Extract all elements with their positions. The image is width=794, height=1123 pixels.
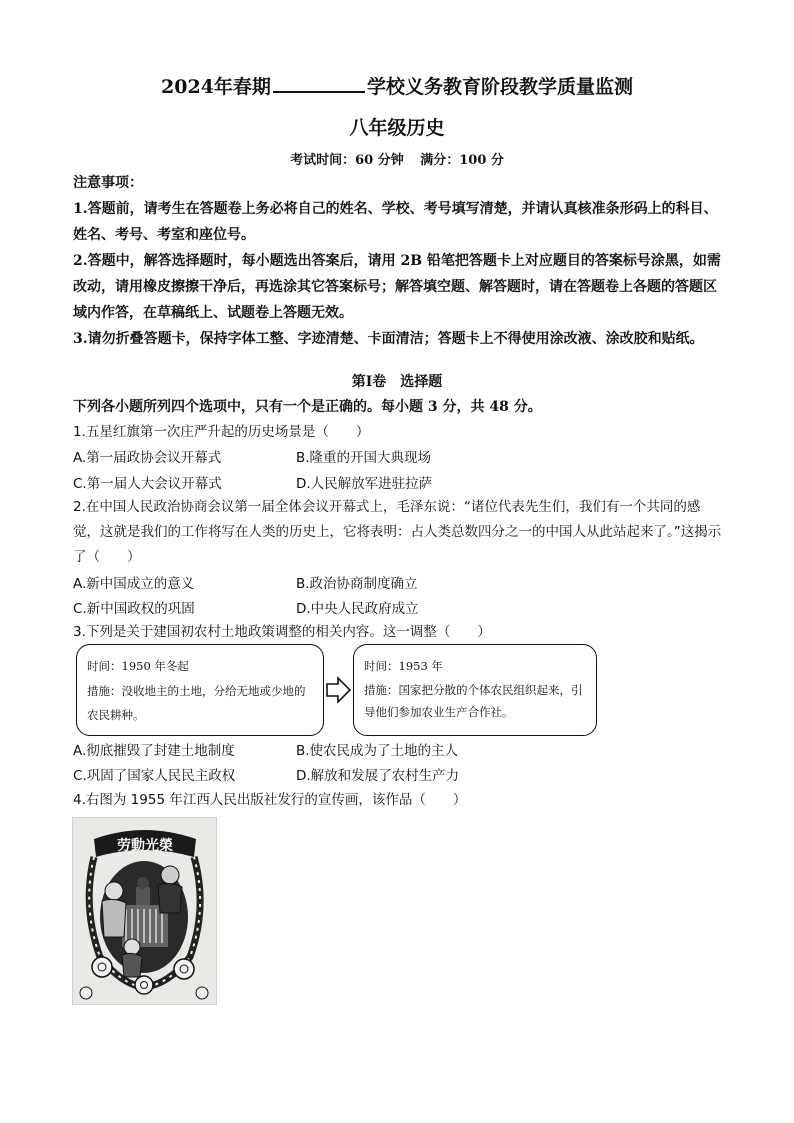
question-4-stem: 4.右图为 1955 年江西人民出版社发行的宣传画，该作品（ ）	[73, 792, 467, 808]
question-1-option-b: B.隆重的开国大典现场	[296, 450, 432, 466]
question-3-option-b: B.使农民成为了土地的主人	[296, 743, 459, 759]
question-3-option-c: C.巩固了国家人民民主政权	[73, 768, 236, 784]
question-2-option-b: B.政治协商制度确立	[296, 576, 418, 592]
exam-title	[0, 72, 794, 99]
question-1-option-a: A.第一届政协会议开幕式	[73, 450, 222, 466]
title-prefix: 2024年春期	[161, 76, 271, 98]
policy-1953-measure: 措施：国家把分散的个体农民组织起来，引导他们参加农业生产合作社。	[364, 683, 583, 719]
notice-item: 2.答题中，解答选择题时，每小题选出答案后，请用 2B 铅笔把答题卡上对应题目的答案标号涂黑，如需改动，请用橡皮擦擦干净后，再选涂其它答案标号；解答填空题、解答题时，请在答题卷上各题的答题区域内作答，在草稿纸上、试题卷上答题无效。	[73, 253, 721, 321]
question-2-option-c: C.新中国政权的巩固	[73, 601, 195, 617]
school-blank	[273, 75, 365, 93]
notice-item: 1.答题前，请考生在答题卷上务必将自己的姓名、学校、考号填写清楚，并请认真核准条形码上的科目、姓名、考号、考室和座位号。	[73, 201, 718, 243]
policy-box-1953	[353, 644, 597, 736]
right-arrow-icon	[326, 676, 352, 704]
question-1-stem: 1.五星红旗第一次庄严升起的历史场景是（ ）	[73, 424, 370, 440]
question-3-stem: 3.下列是关于建国初农村土地政策调整的相关内容。这一调整（ ）	[73, 624, 491, 640]
policy-box-1950	[76, 644, 324, 736]
poster-banner-text: 劳動光榮	[117, 838, 173, 854]
policy-1950-time: 时间：1950 年冬起	[87, 659, 189, 673]
section-title: 第Ⅰ卷 选择题	[351, 374, 443, 390]
title-suffix: 学校义务教育阶段教学质量监测	[366, 76, 633, 98]
propaganda-poster-image	[72, 817, 217, 1005]
exam-time: 考试时间：60 分钟	[290, 153, 404, 168]
question-3-option-d: D.解放和发展了农村生产力	[296, 768, 460, 784]
question-2-stem: 2.在中国人民政治协商会议第一届全体会议开幕式上，毛泽东说：“诸位代表先生们，我们有一个共同的感觉，这就是我们的工作将写在人类的历史上，它将表明：占人类总数四分之一的中国人从此站起来了。”这揭示了（ ）	[73, 499, 722, 565]
question-2-option-d: D.中央人民政府成立	[296, 601, 419, 617]
policy-1953-time: 时间：1953 年	[364, 659, 443, 673]
policy-1950-measure: 措施：没收地主的土地，分给无地或少地的农民耕种。	[87, 684, 306, 722]
question-2-option-a: A.新中国成立的意义	[73, 576, 195, 592]
question-3-option-a: A.彻底摧毁了封建土地制度	[73, 743, 235, 759]
question-1-option-d: D.人民解放军进驻拉萨	[296, 476, 433, 492]
exam-score: 满分：100 分	[420, 153, 504, 168]
exam-info	[0, 149, 794, 168]
notice-item: 3.请勿折叠答题卡，保持字体工整、字迹清楚、卡面清洁；答题卡上不得使用涂改液、涂改胶和贴纸。	[73, 331, 704, 347]
notice-heading: 注意事项：	[73, 175, 143, 191]
question-1-option-c: C.第一届人大会议开幕式	[73, 476, 222, 492]
exam-subtitle: 八年级历史	[349, 117, 445, 139]
section-instruction: 下列各小题所列四个选项中，只有一个是正确的。每小题 3 分，共 48 分。	[73, 399, 542, 415]
notice-block	[73, 170, 725, 352]
